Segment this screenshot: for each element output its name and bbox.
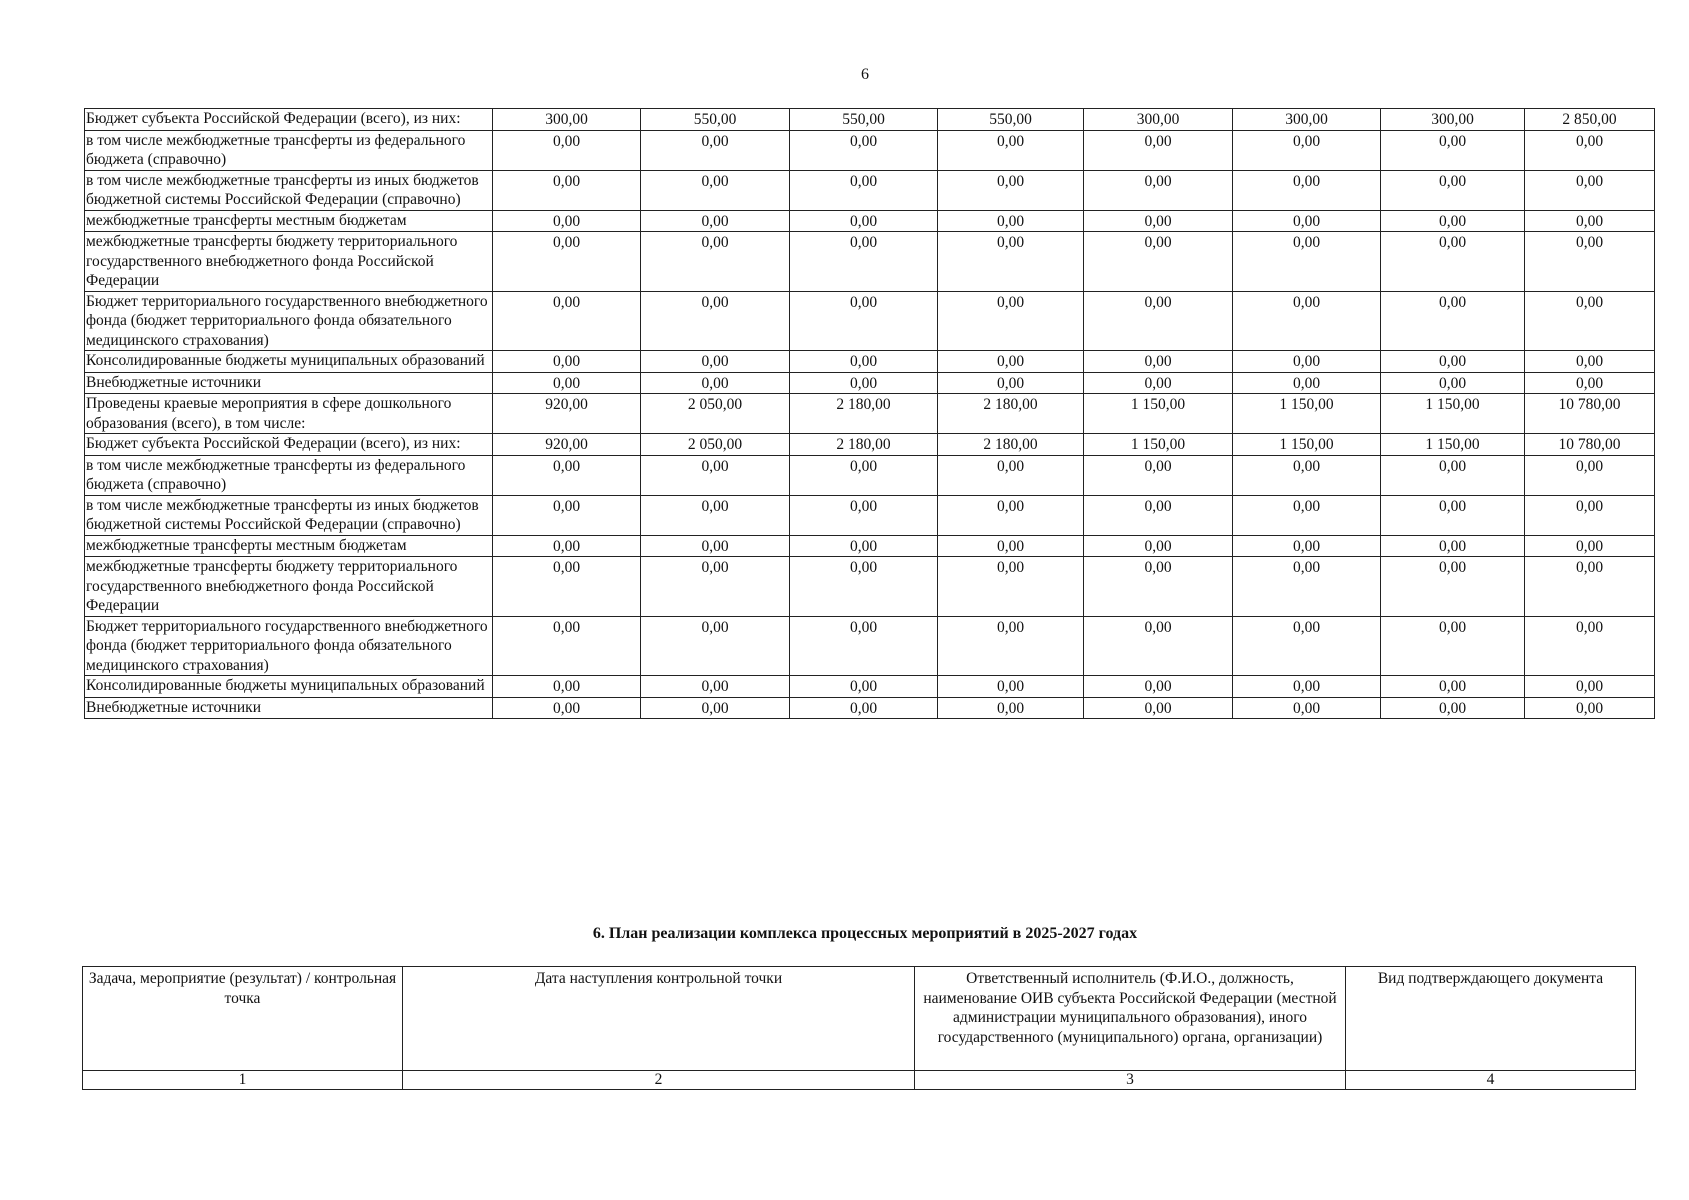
plan-table xyxy=(82,966,1636,1090)
row-value: 0,00 xyxy=(641,351,790,373)
row-value: 0,00 xyxy=(493,170,641,210)
row-value: 300,00 xyxy=(493,109,641,131)
row-value: 0,00 xyxy=(493,232,641,292)
row-value: 0,00 xyxy=(1084,455,1233,495)
row-label: Внебюджетные источники xyxy=(85,372,493,394)
row-label: межбюджетные трансферты бюджету территориального государственного внебюджетного фонда Российской Федерации xyxy=(85,557,493,617)
row-value: 1 150,00 xyxy=(1233,394,1381,434)
row-value: 0,00 xyxy=(1525,210,1655,232)
row-label: Консолидированные бюджеты муниципальных образований xyxy=(85,351,493,373)
row-value: 0,00 xyxy=(493,557,641,617)
row-value: 550,00 xyxy=(790,109,938,131)
page-number: 6 xyxy=(861,66,869,83)
plan-column-number: 4 xyxy=(1346,1071,1636,1090)
row-value: 0,00 xyxy=(938,616,1084,676)
row-value: 0,00 xyxy=(1233,676,1381,698)
row-value: 0,00 xyxy=(1084,232,1233,292)
row-label: в том числе межбюджетные трансферты из иных бюджетов бюджетной системы Российской Федерации (справочно) xyxy=(85,170,493,210)
row-value: 0,00 xyxy=(938,557,1084,617)
row-value: 0,00 xyxy=(938,210,1084,232)
row-value: 0,00 xyxy=(1084,170,1233,210)
row-value: 0,00 xyxy=(1233,130,1381,170)
row-value: 1 150,00 xyxy=(1084,434,1233,456)
row-value: 0,00 xyxy=(1381,495,1525,535)
row-value: 0,00 xyxy=(1525,130,1655,170)
row-value: 0,00 xyxy=(790,210,938,232)
row-value: 0,00 xyxy=(1233,210,1381,232)
row-value: 0,00 xyxy=(938,351,1084,373)
plan-header-cell: Ответственный исполнитель (Ф.И.О., должность, наименование ОИВ субъекта Российской Федерации (местной администрации муниципального образования), иного государственного (муниципального) органа, организации) xyxy=(915,967,1346,1071)
row-value: 2 180,00 xyxy=(938,434,1084,456)
row-value: 550,00 xyxy=(938,109,1084,131)
row-value: 0,00 xyxy=(790,495,938,535)
row-value: 0,00 xyxy=(1525,232,1655,292)
row-value: 10 780,00 xyxy=(1525,434,1655,456)
row-value: 0,00 xyxy=(938,455,1084,495)
row-label: в том числе межбюджетные трансферты из федерального бюджета (справочно) xyxy=(85,130,493,170)
table-row xyxy=(85,495,1655,535)
table-row xyxy=(85,210,1655,232)
row-label: межбюджетные трансферты местным бюджетам xyxy=(85,210,493,232)
row-value: 2 050,00 xyxy=(641,434,790,456)
row-value: 0,00 xyxy=(1381,676,1525,698)
plan-header-cell: Вид подтверждающего документа xyxy=(1346,967,1636,1071)
table-row xyxy=(85,557,1655,617)
row-value: 0,00 xyxy=(1233,616,1381,676)
row-value: 0,00 xyxy=(1084,557,1233,617)
table-row xyxy=(85,697,1655,719)
row-value: 0,00 xyxy=(1525,557,1655,617)
row-value: 0,00 xyxy=(938,676,1084,698)
row-value: 0,00 xyxy=(641,232,790,292)
row-value: 0,00 xyxy=(641,291,790,351)
table-row xyxy=(85,394,1655,434)
row-value: 0,00 xyxy=(1381,535,1525,557)
row-value: 0,00 xyxy=(493,291,641,351)
table-row xyxy=(85,351,1655,373)
row-value: 0,00 xyxy=(938,130,1084,170)
row-value: 0,00 xyxy=(938,291,1084,351)
row-value: 0,00 xyxy=(1525,351,1655,373)
row-value: 2 050,00 xyxy=(641,394,790,434)
plan-header-row xyxy=(83,967,1636,1071)
row-value: 0,00 xyxy=(1233,232,1381,292)
row-value: 0,00 xyxy=(790,697,938,719)
row-value: 2 180,00 xyxy=(790,394,938,434)
row-value: 300,00 xyxy=(1233,109,1381,131)
row-value: 1 150,00 xyxy=(1381,434,1525,456)
row-value: 0,00 xyxy=(790,616,938,676)
row-value: 0,00 xyxy=(1381,557,1525,617)
row-value: 0,00 xyxy=(493,210,641,232)
row-value: 0,00 xyxy=(1084,697,1233,719)
row-value: 0,00 xyxy=(1525,676,1655,698)
plan-header-cell: Дата наступления контрольной точки xyxy=(403,967,915,1071)
row-label: межбюджетные трансферты местным бюджетам xyxy=(85,535,493,557)
plan-header-cell: Задача, мероприятие (результат) / контрольная точка xyxy=(83,967,403,1071)
row-value: 0,00 xyxy=(1084,210,1233,232)
row-value: 0,00 xyxy=(1233,170,1381,210)
row-value: 0,00 xyxy=(1381,291,1525,351)
row-value: 920,00 xyxy=(493,394,641,434)
row-value: 920,00 xyxy=(493,434,641,456)
row-value: 0,00 xyxy=(1525,616,1655,676)
table-row xyxy=(85,372,1655,394)
row-value: 0,00 xyxy=(641,535,790,557)
row-value: 0,00 xyxy=(790,130,938,170)
row-value: 0,00 xyxy=(493,130,641,170)
row-value: 0,00 xyxy=(641,616,790,676)
row-value: 0,00 xyxy=(1233,291,1381,351)
table-row xyxy=(85,170,1655,210)
row-value: 0,00 xyxy=(938,535,1084,557)
row-value: 0,00 xyxy=(1233,351,1381,373)
table-row xyxy=(85,130,1655,170)
row-value: 0,00 xyxy=(1233,372,1381,394)
row-value: 0,00 xyxy=(1381,210,1525,232)
row-value: 0,00 xyxy=(641,697,790,719)
row-value: 0,00 xyxy=(493,455,641,495)
row-value: 0,00 xyxy=(1381,697,1525,719)
row-value: 0,00 xyxy=(1084,616,1233,676)
row-value: 0,00 xyxy=(1084,535,1233,557)
row-value: 2 850,00 xyxy=(1525,109,1655,131)
row-value: 0,00 xyxy=(1233,495,1381,535)
row-value: 0,00 xyxy=(938,697,1084,719)
row-value: 0,00 xyxy=(1084,495,1233,535)
plan-column-number: 3 xyxy=(915,1071,1346,1090)
row-value: 0,00 xyxy=(641,557,790,617)
row-value: 0,00 xyxy=(493,616,641,676)
row-value: 0,00 xyxy=(1525,372,1655,394)
row-value: 0,00 xyxy=(641,170,790,210)
row-label: Проведены краевые мероприятия в сфере дошкольного образования (всего), в том числе: xyxy=(85,394,493,434)
row-value: 0,00 xyxy=(1381,130,1525,170)
row-value: 0,00 xyxy=(938,232,1084,292)
row-value: 0,00 xyxy=(1233,455,1381,495)
row-value: 550,00 xyxy=(641,109,790,131)
row-value: 0,00 xyxy=(1381,170,1525,210)
row-label: Бюджет субъекта Российской Федерации (всего), из них: xyxy=(85,109,493,131)
row-value: 0,00 xyxy=(1525,170,1655,210)
row-value: 0,00 xyxy=(641,210,790,232)
row-value: 0,00 xyxy=(1381,372,1525,394)
row-value: 0,00 xyxy=(790,232,938,292)
row-value: 0,00 xyxy=(790,455,938,495)
row-value: 10 780,00 xyxy=(1525,394,1655,434)
row-value: 0,00 xyxy=(1525,455,1655,495)
row-value: 0,00 xyxy=(1381,616,1525,676)
table-row xyxy=(85,676,1655,698)
row-label: Консолидированные бюджеты муниципальных образований xyxy=(85,676,493,698)
table-row xyxy=(85,109,1655,131)
row-value: 0,00 xyxy=(641,495,790,535)
row-value: 0,00 xyxy=(790,535,938,557)
row-value: 0,00 xyxy=(1084,130,1233,170)
row-value: 0,00 xyxy=(641,130,790,170)
row-label: Бюджет субъекта Российской Федерации (всего), из них: xyxy=(85,434,493,456)
row-value: 0,00 xyxy=(1084,372,1233,394)
row-value: 0,00 xyxy=(1381,351,1525,373)
row-value: 0,00 xyxy=(493,697,641,719)
row-value: 0,00 xyxy=(493,676,641,698)
row-label: в том числе межбюджетные трансферты из иных бюджетов бюджетной системы Российской Федерации (справочно) xyxy=(85,495,493,535)
row-label: межбюджетные трансферты бюджету территориального государственного внебюджетного фонда Российской Федерации xyxy=(85,232,493,292)
table-row xyxy=(85,616,1655,676)
table-row xyxy=(85,455,1655,495)
row-value: 0,00 xyxy=(938,372,1084,394)
row-value: 0,00 xyxy=(790,291,938,351)
table-row xyxy=(85,535,1655,557)
row-value: 0,00 xyxy=(790,351,938,373)
row-value: 0,00 xyxy=(493,535,641,557)
finance-table xyxy=(84,108,1655,719)
row-value: 0,00 xyxy=(1525,495,1655,535)
row-value: 0,00 xyxy=(1084,291,1233,351)
row-value: 0,00 xyxy=(1084,676,1233,698)
plan-column-numbers-row xyxy=(83,1071,1636,1090)
row-value: 0,00 xyxy=(790,557,938,617)
row-value: 0,00 xyxy=(938,495,1084,535)
row-value: 0,00 xyxy=(790,676,938,698)
row-value: 0,00 xyxy=(1525,291,1655,351)
row-value: 0,00 xyxy=(1381,455,1525,495)
row-value: 1 150,00 xyxy=(1233,434,1381,456)
row-value: 300,00 xyxy=(1381,109,1525,131)
row-label: Внебюджетные источники xyxy=(85,697,493,719)
row-value: 0,00 xyxy=(1381,232,1525,292)
row-value: 0,00 xyxy=(1233,697,1381,719)
section-title: 6. План реализации комплекса процессных мероприятий в 2025-2027 годах xyxy=(592,925,1138,942)
row-value: 0,00 xyxy=(493,372,641,394)
row-value: 0,00 xyxy=(938,170,1084,210)
row-value: 0,00 xyxy=(790,372,938,394)
row-value: 0,00 xyxy=(1525,535,1655,557)
row-value: 0,00 xyxy=(1084,351,1233,373)
row-label: Бюджет территориального государственного внебюджетного фонда (бюджет территориального фонда обязательного медицинского страхования) xyxy=(85,616,493,676)
table-row xyxy=(85,291,1655,351)
row-value: 1 150,00 xyxy=(1084,394,1233,434)
row-value: 0,00 xyxy=(1525,697,1655,719)
row-value: 0,00 xyxy=(493,495,641,535)
row-value: 0,00 xyxy=(493,351,641,373)
row-value: 300,00 xyxy=(1084,109,1233,131)
row-value: 0,00 xyxy=(1233,557,1381,617)
plan-column-number: 1 xyxy=(83,1071,403,1090)
table-row xyxy=(85,232,1655,292)
row-value: 2 180,00 xyxy=(790,434,938,456)
row-value: 0,00 xyxy=(641,372,790,394)
row-value: 0,00 xyxy=(641,676,790,698)
plan-column-number: 2 xyxy=(403,1071,915,1090)
row-label: в том числе межбюджетные трансферты из федерального бюджета (справочно) xyxy=(85,455,493,495)
row-value: 0,00 xyxy=(1233,535,1381,557)
table-row xyxy=(85,434,1655,456)
row-value: 0,00 xyxy=(641,455,790,495)
row-value: 1 150,00 xyxy=(1381,394,1525,434)
row-value: 0,00 xyxy=(790,170,938,210)
row-value: 2 180,00 xyxy=(938,394,1084,434)
row-label: Бюджет территориального государственного внебюджетного фонда (бюджет территориального фонда обязательного медицинского страхования) xyxy=(85,291,493,351)
